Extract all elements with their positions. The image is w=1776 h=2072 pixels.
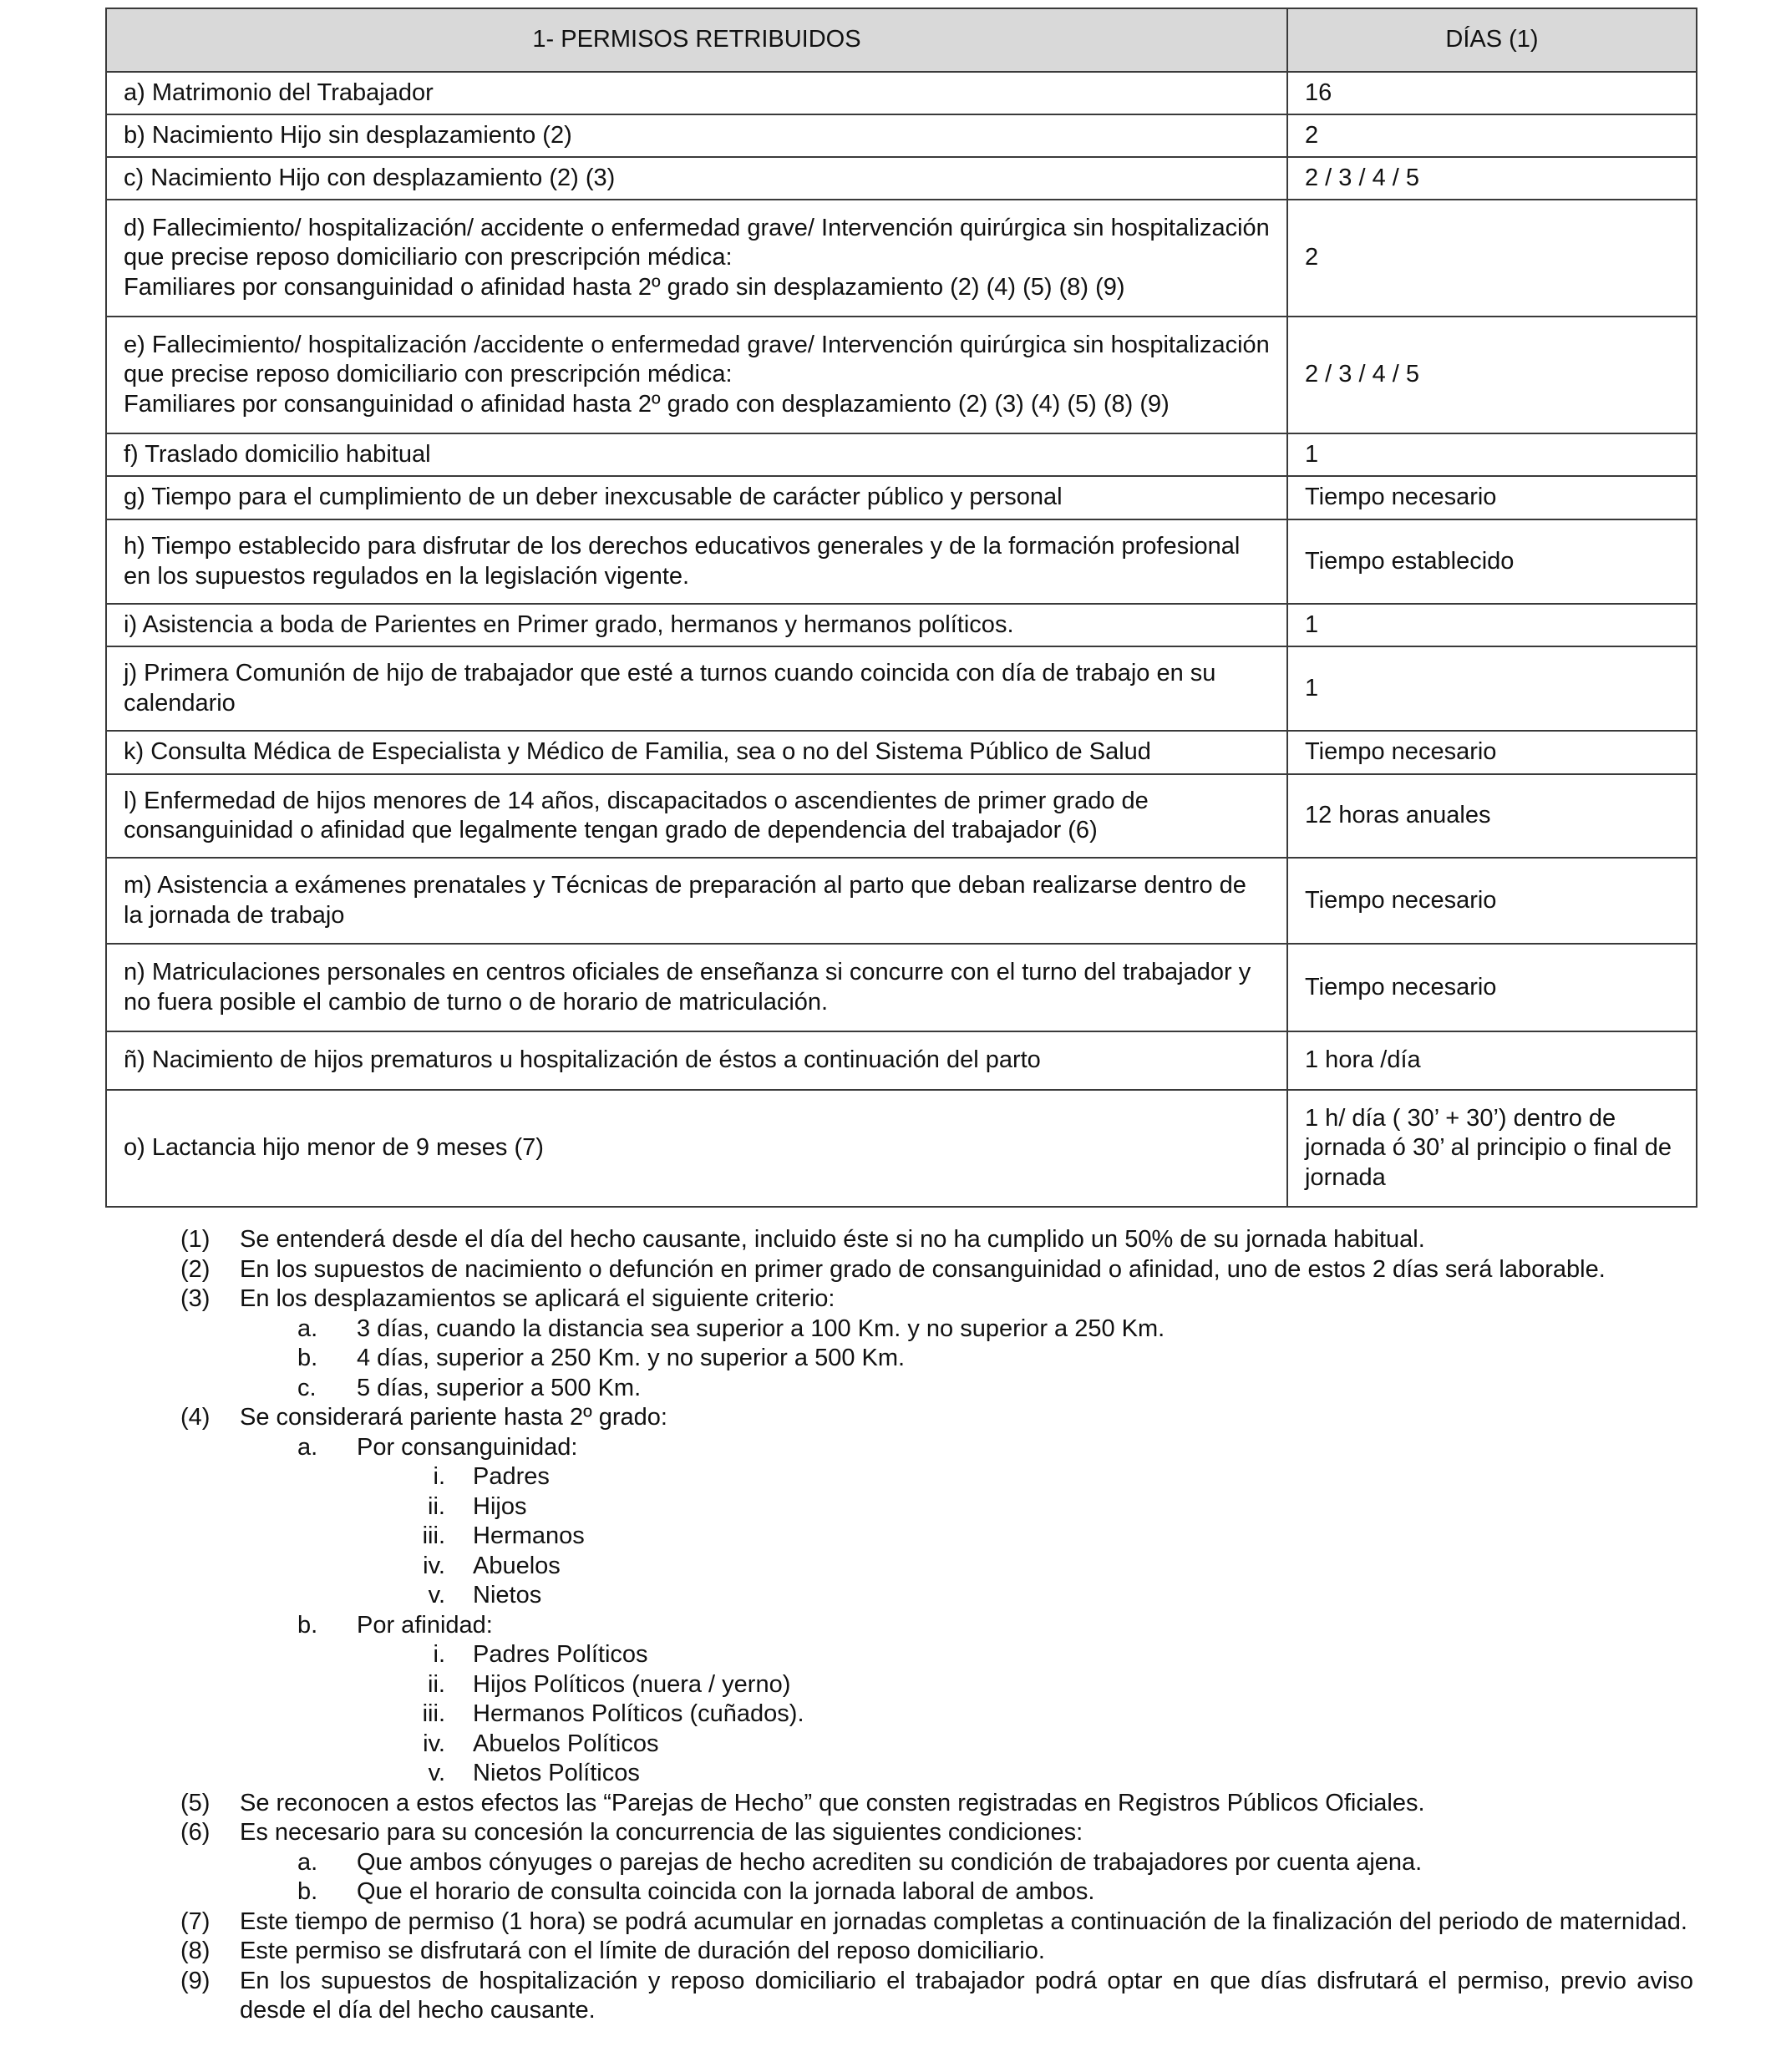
footnote-text: Este tiempo de permiso (1 hora) se podrá acumular en jornadas completas a continuación de la finalización del periodo de maternidad. <box>240 1907 1687 1935</box>
table-row <box>106 731 1697 774</box>
table-row <box>106 157 1697 200</box>
row-concept: ñ) Nacimiento de hijos prematuros u hospitalización de éstos a continuación del parto <box>106 1031 1287 1090</box>
table-row <box>106 519 1697 604</box>
footnote-item-mark: a. <box>297 1848 318 1876</box>
footnote-subitem-text: Nietos <box>473 1582 542 1608</box>
footnote-item <box>0 1315 1776 1345</box>
footnote-item <box>0 1877 1776 1907</box>
table-row <box>106 944 1697 1031</box>
row-days: Tiempo necesario <box>1287 476 1697 519</box>
footnote-subitem-text: Hermanos Políticos (cuñados). <box>473 1700 804 1727</box>
table-row <box>106 1090 1697 1207</box>
footnote-number: (5) <box>180 1789 211 1816</box>
footnote-subitem-mark: iii. <box>422 1522 445 1549</box>
footnote-number: (4) <box>180 1404 211 1431</box>
row-days: 2 / 3 / 4 / 5 <box>1287 317 1697 433</box>
footnote-text: Se considerará pariente hasta 2º grado: <box>240 1404 667 1431</box>
footnote-number: (9) <box>180 1967 211 1994</box>
footnote-item-text: Que ambos cónyuges o parejas de hecho acrediten su condición de trabajadores por cuenta ajena. <box>357 1848 1423 1876</box>
footnote-subitem-mark: i. <box>433 1463 445 1490</box>
row-concept: f) Traslado domicilio habitual <box>106 433 1287 476</box>
footnote-subitem-mark: iv. <box>423 1552 445 1579</box>
row-concept: h) Tiempo establecido para disfrutar de los derechos educativos generales y de la formación profesional en los supuestos regulados en la legislación vigente. <box>106 519 1287 604</box>
row-concept: i) Asistencia a boda de Parientes en Primer grado, hermanos y hermanos políticos. <box>106 604 1287 646</box>
footnote <box>0 1255 1776 1285</box>
footnote <box>0 1284 1776 1315</box>
footnote-subitem <box>0 1552 1776 1582</box>
table-row <box>106 858 1697 944</box>
footnote-item <box>0 1611 1776 1641</box>
footnotes <box>0 1225 1776 2026</box>
row-days: 1 <box>1287 604 1697 646</box>
footnote-item-text: Por consanguinidad: <box>357 1433 578 1461</box>
row-days: 2 <box>1287 114 1697 157</box>
row-days: 2 <box>1287 200 1697 317</box>
footnote-text: Es necesario para su concesión la concurrencia de las siguientes condiciones: <box>240 1819 1083 1846</box>
footnote <box>0 1789 1776 1819</box>
footnote-subitem-text: Padres Políticos <box>473 1641 648 1668</box>
table-row <box>106 200 1697 317</box>
footnote-number: (8) <box>180 1938 211 1964</box>
footnote-item-text: 4 días, superior a 250 Km. y no superior a 500 Km. <box>357 1345 906 1371</box>
row-days: 1 <box>1287 646 1697 731</box>
row-days: 12 horas anuales <box>1287 774 1697 858</box>
table-row <box>106 317 1697 433</box>
table-body <box>106 72 1697 1207</box>
footnote-subitem-mark: iv. <box>423 1730 445 1757</box>
footnote-subitem <box>0 1670 1776 1700</box>
header-days: DÍAS (1) <box>1287 8 1697 72</box>
footnote-subitem-mark: iii. <box>422 1700 445 1727</box>
footnote <box>0 1937 1776 1967</box>
table-row <box>106 1031 1697 1090</box>
footnote-subitem-mark: ii. <box>428 1670 445 1698</box>
row-days: 1 hora /día <box>1287 1031 1697 1090</box>
footnote-text: Este permiso se disfrutará con el límite de duración del reposo domiciliario. <box>240 1938 1045 1964</box>
footnote <box>0 1907 1776 1938</box>
footnote-item-mark: b. <box>297 1345 318 1371</box>
footnote-subitem-mark: v. <box>428 1760 445 1786</box>
footnote <box>0 1225 1776 1255</box>
footnote-subitem-mark: v. <box>428 1582 445 1608</box>
table-header-row <box>106 8 1697 72</box>
footnote-item <box>0 1848 1776 1878</box>
footnote-text: En los supuestos de hospitalización y reposo domiciliario el trabajador podrá optar en que días disfrutará el permiso, previo aviso desde el día del hecho causante. <box>240 1967 1693 2024</box>
footnote-item <box>0 1433 1776 1463</box>
header-concept: 1- PERMISOS RETRIBUIDOS <box>106 8 1287 72</box>
footnote-subitem-text: Hermanos <box>473 1522 585 1549</box>
row-days: Tiempo necesario <box>1287 858 1697 944</box>
table-row <box>106 646 1697 731</box>
row-concept: m) Asistencia a exámenes prenatales y Técnicas de preparación al parto que deban realizarse dentro de la jornada de trabajo <box>106 858 1287 944</box>
table-row <box>106 433 1697 476</box>
footnote-subitem-text: Padres <box>473 1463 550 1490</box>
footnote-subitem-text: Nietos Políticos <box>473 1760 640 1786</box>
row-concept: b) Nacimiento Hijo sin desplazamiento (2) <box>106 114 1287 157</box>
row-days: Tiempo necesario <box>1287 944 1697 1031</box>
footnote-subitem <box>0 1492 1776 1522</box>
footnote-item-mark: c. <box>297 1374 317 1401</box>
footnote-item-text: Por afinidad: <box>357 1611 493 1639</box>
footnote <box>0 1403 1776 1433</box>
footnote-subitem <box>0 1700 1776 1730</box>
footnote-subitem-text: Hijos <box>473 1492 527 1520</box>
footnote-item-mark: b. <box>297 1611 318 1639</box>
footnote-text: Se entenderá desde el día del hecho causante, incluido éste si no ha cumplido un 50% de su jornada habitual. <box>240 1226 1425 1253</box>
footnote-subitem <box>0 1522 1776 1552</box>
table-row <box>106 604 1697 646</box>
table-row <box>106 774 1697 858</box>
table-row <box>106 72 1697 114</box>
footnote-number: (7) <box>180 1907 211 1935</box>
permisos-table <box>105 8 1697 1208</box>
footnote-item-text: 3 días, cuando la distancia sea superior a 100 Km. y no superior a 250 Km. <box>357 1315 1165 1342</box>
row-concept: d) Fallecimiento/ hospitalización/ accidente o enfermedad grave/ Intervención quirúrgica sin hospitalización que precise reposo domiciliario con prescripción médica: Familiares por consanguinidad o afinidad hasta 2º grado sin desplazamiento (2) (4) (5) (8) (9) <box>106 200 1287 317</box>
row-days: Tiempo establecido <box>1287 519 1697 604</box>
footnote-item-mark: b. <box>297 1878 318 1905</box>
footnote-text: En los supuestos de nacimiento o defunción en primer grado de consanguinidad o afinidad, uno de estos 2 días será laborable. <box>240 1255 1606 1283</box>
row-days: 16 <box>1287 72 1697 114</box>
row-concept: l) Enfermedad de hijos menores de 14 años, discapacitados o ascendientes de primer grado de consanguinidad o afinidad que legalmente tengan grado de dependencia del trabajador (6) <box>106 774 1287 858</box>
footnote <box>0 1967 1776 2026</box>
footnote-text: Se reconocen a estos efectos las “Parejas de Hecho” que consten registradas en Registros Públicos Oficiales. <box>240 1789 1425 1816</box>
row-days: 1 <box>1287 433 1697 476</box>
row-concept: a) Matrimonio del Trabajador <box>106 72 1287 114</box>
footnote-text: En los desplazamientos se aplicará el siguiente criterio: <box>240 1285 835 1312</box>
footnote-number: (3) <box>180 1285 211 1312</box>
footnote-number: (6) <box>180 1819 211 1846</box>
row-concept: k) Consulta Médica de Especialista y Médico de Familia, sea o no del Sistema Público de Salud <box>106 731 1287 774</box>
row-days: 1 h/ día ( 30’ + 30’) dentro de jornada ó 30’ al principio o final de jornada <box>1287 1090 1697 1207</box>
footnote-item <box>0 1374 1776 1404</box>
footnote-item-mark: a. <box>297 1315 318 1342</box>
footnote-item <box>0 1344 1776 1374</box>
footnote-subitem-text: Abuelos <box>473 1552 561 1579</box>
table-row <box>106 114 1697 157</box>
footnote-number: (2) <box>180 1255 211 1283</box>
row-concept: c) Nacimiento Hijo con desplazamiento (2) (3) <box>106 157 1287 200</box>
footnote-item-mark: a. <box>297 1433 318 1461</box>
footnote-subitem <box>0 1581 1776 1611</box>
footnote-subitem <box>0 1730 1776 1760</box>
row-concept: o) Lactancia hijo menor de 9 meses (7) <box>106 1090 1287 1207</box>
row-days: Tiempo necesario <box>1287 731 1697 774</box>
row-concept: n) Matriculaciones personales en centros oficiales de enseñanza si concurre con el turno del trabajador y no fuera posible el cambio de turno o de horario de matriculación. <box>106 944 1287 1031</box>
footnote-subitem <box>0 1759 1776 1789</box>
row-concept: e) Fallecimiento/ hospitalización /accidente o enfermedad grave/ Intervención quirúrgica sin hospitalización que precise reposo domiciliario con prescripción médica: Familiares por consanguinidad o afinidad hasta 2º grado con desplazamiento (2) (3) (4) (5) (8) (9) <box>106 317 1287 433</box>
table-row <box>106 476 1697 519</box>
row-days: 2 / 3 / 4 / 5 <box>1287 157 1697 200</box>
footnote-subitem-text: Abuelos Políticos <box>473 1730 659 1757</box>
footnote <box>0 1818 1776 1848</box>
footnote-item-text: 5 días, superior a 500 Km. <box>357 1374 642 1401</box>
footnote-item-text: Que el horario de consulta coincida con la jornada laboral de ambos. <box>357 1878 1095 1905</box>
footnote-subitem-mark: i. <box>433 1641 445 1668</box>
footnote-number: (1) <box>180 1226 211 1253</box>
row-concept: g) Tiempo para el cumplimiento de un deber inexcusable de carácter público y personal <box>106 476 1287 519</box>
footnote-subitem-mark: ii. <box>428 1492 445 1520</box>
footnote-subitem <box>0 1640 1776 1670</box>
footnote-subitem <box>0 1462 1776 1492</box>
row-concept: j) Primera Comunión de hijo de trabajador que esté a turnos cuando coincida con día de trabajo en su calendario <box>106 646 1287 731</box>
footnote-subitem-text: Hijos Políticos (nuera / yerno) <box>473 1670 791 1698</box>
